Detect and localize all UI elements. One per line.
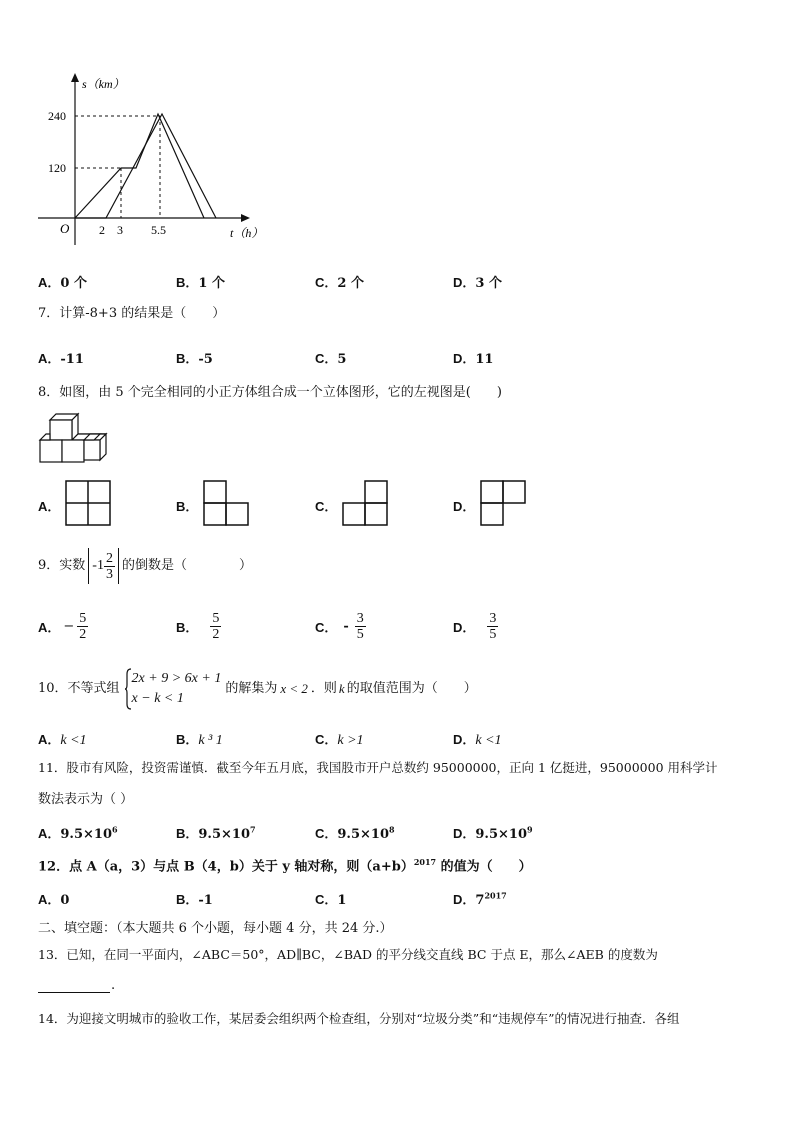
q8-stem: 8．如图，由 5 个完全相同的小正方体组合成一个立体图形，它的左视图是( ) [38, 385, 502, 400]
q9-option-a[interactable]: A． − $\frac{5}{2}$ [38, 610, 87, 642]
cube-figure [36, 410, 111, 472]
x-tick-5.5: 5.5 [151, 223, 166, 237]
x-tick-2: 2 [99, 223, 105, 237]
graph-line-1 [75, 114, 204, 218]
q7-option-a[interactable]: A．-11 [38, 351, 84, 367]
q11-stem-line2: 数法表示为（ ） [38, 792, 134, 807]
q10-option-a[interactable]: A．k <1 [38, 732, 87, 748]
q8-option-a-figure [65, 480, 112, 526]
q10-option-c[interactable]: C．k >1 [315, 732, 364, 748]
q10-stem: 10．不等式组 2x + 9 > 6x + 1 x − k < 1 的解集为 x < 2 ．则 k 的取值范围为（ ） [38, 666, 477, 712]
y-tick-240: 240 [48, 109, 66, 123]
q11-option-d[interactable]: D．$9.5\times 10^9$ [453, 824, 533, 842]
x-axis-label: t（h） [230, 226, 264, 240]
q13-answer-blank[interactable] [38, 978, 110, 993]
q10-inequality-1: 2x + 9 > 6x + 1 [131, 671, 222, 686]
q9-stem: 9．实数 -1 $\frac{2}{3}$ 的倒数是（ ） [38, 546, 252, 586]
q9-option-d[interactable]: D． $\frac{3}{5}$ [453, 610, 497, 642]
section-2-heading: 二、填空题：（本大题共 6 个小题，每小题 4 分，共 24 分.） [38, 921, 393, 936]
origin-label: O [60, 221, 70, 236]
graph-line-2 [75, 114, 216, 218]
q12-option-a[interactable]: A．0 [38, 892, 70, 908]
brace-icon [124, 668, 132, 710]
q13-period: . [111, 978, 116, 993]
distance-time-graph [30, 70, 280, 250]
q8-option-c-figure [342, 480, 389, 526]
q11-stem-line1: 11．股市有风险，投资需谨慎．截至今年五月底，我国股市开户总数约 95000000，正向 1 亿挺进，95000000 用科学计 [38, 760, 718, 775]
q7-option-c[interactable]: C．5 [315, 351, 347, 367]
q9-option-b[interactable]: B． $\frac{5}{2}$ [176, 610, 220, 642]
q6-option-c[interactable]: C．2 个 [315, 275, 364, 291]
q6-option-b[interactable]: B．1 个 [176, 275, 225, 291]
x-tick-3: 3 [117, 223, 123, 237]
y-axis-label: s（km） [82, 77, 125, 91]
q7-option-b[interactable]: B．-5 [176, 351, 213, 367]
q10-option-b[interactable]: B．k ³ 1 [176, 732, 223, 748]
q9-option-c[interactable]: C． - $\frac{3}{5}$ [315, 610, 364, 642]
q8-option-d-figure [480, 480, 527, 526]
q12-option-b[interactable]: B．-1 [176, 892, 213, 908]
q7-option-d[interactable]: D．11 [453, 351, 494, 367]
q8-option-b-figure [203, 480, 250, 526]
q12-option-c[interactable]: C．1 [315, 892, 347, 908]
x-axis-arrow [241, 214, 250, 222]
q7-stem: 7．计算-8+3 的结果是（ ） [38, 306, 226, 321]
q14-stem: 14．为迎接文明城市的验收工作，某居委会组织两个检查组，分别对“垃圾分类”和“违规停车”的情况进行抽查．各组 [38, 1011, 680, 1026]
q6-option-a[interactable]: A．0 个 [38, 275, 87, 291]
q8-option-c[interactable]: C． [315, 499, 338, 514]
q8-option-b[interactable]: B． [176, 499, 199, 514]
y-tick-120: 120 [48, 161, 66, 175]
q13-stem: 13．已知，在同一平面内，∠ABC＝50°，AD∥BC，∠BAD 的平分线交直线 BC 于点 E，那么∠AEB 的度数为 [38, 947, 658, 962]
q11-option-c[interactable]: C．$9.5\times 10^8$ [315, 824, 395, 842]
q6-option-d[interactable]: D．3 个 [453, 275, 502, 291]
q11-option-b[interactable]: B．$9.5\times 10^7$ [176, 824, 256, 842]
q10-option-d[interactable]: D．k <1 [453, 732, 502, 748]
q10-inequality-2: x − k < 1 [131, 691, 184, 706]
q8-option-a[interactable]: A． [38, 499, 61, 514]
q12-option-d[interactable]: D．$7^{2017}$ [453, 890, 507, 908]
y-axis-arrow [71, 73, 79, 82]
q11-option-a[interactable]: A．$9.5\times 10^6$ [38, 824, 118, 842]
q12-stem: 12．点 A（a，3）与点 B（4，b）关于 y 轴对称，则$(a+b)^{2017}$ 的值为（ ） [38, 857, 532, 875]
q8-option-d[interactable]: D． [453, 499, 476, 514]
